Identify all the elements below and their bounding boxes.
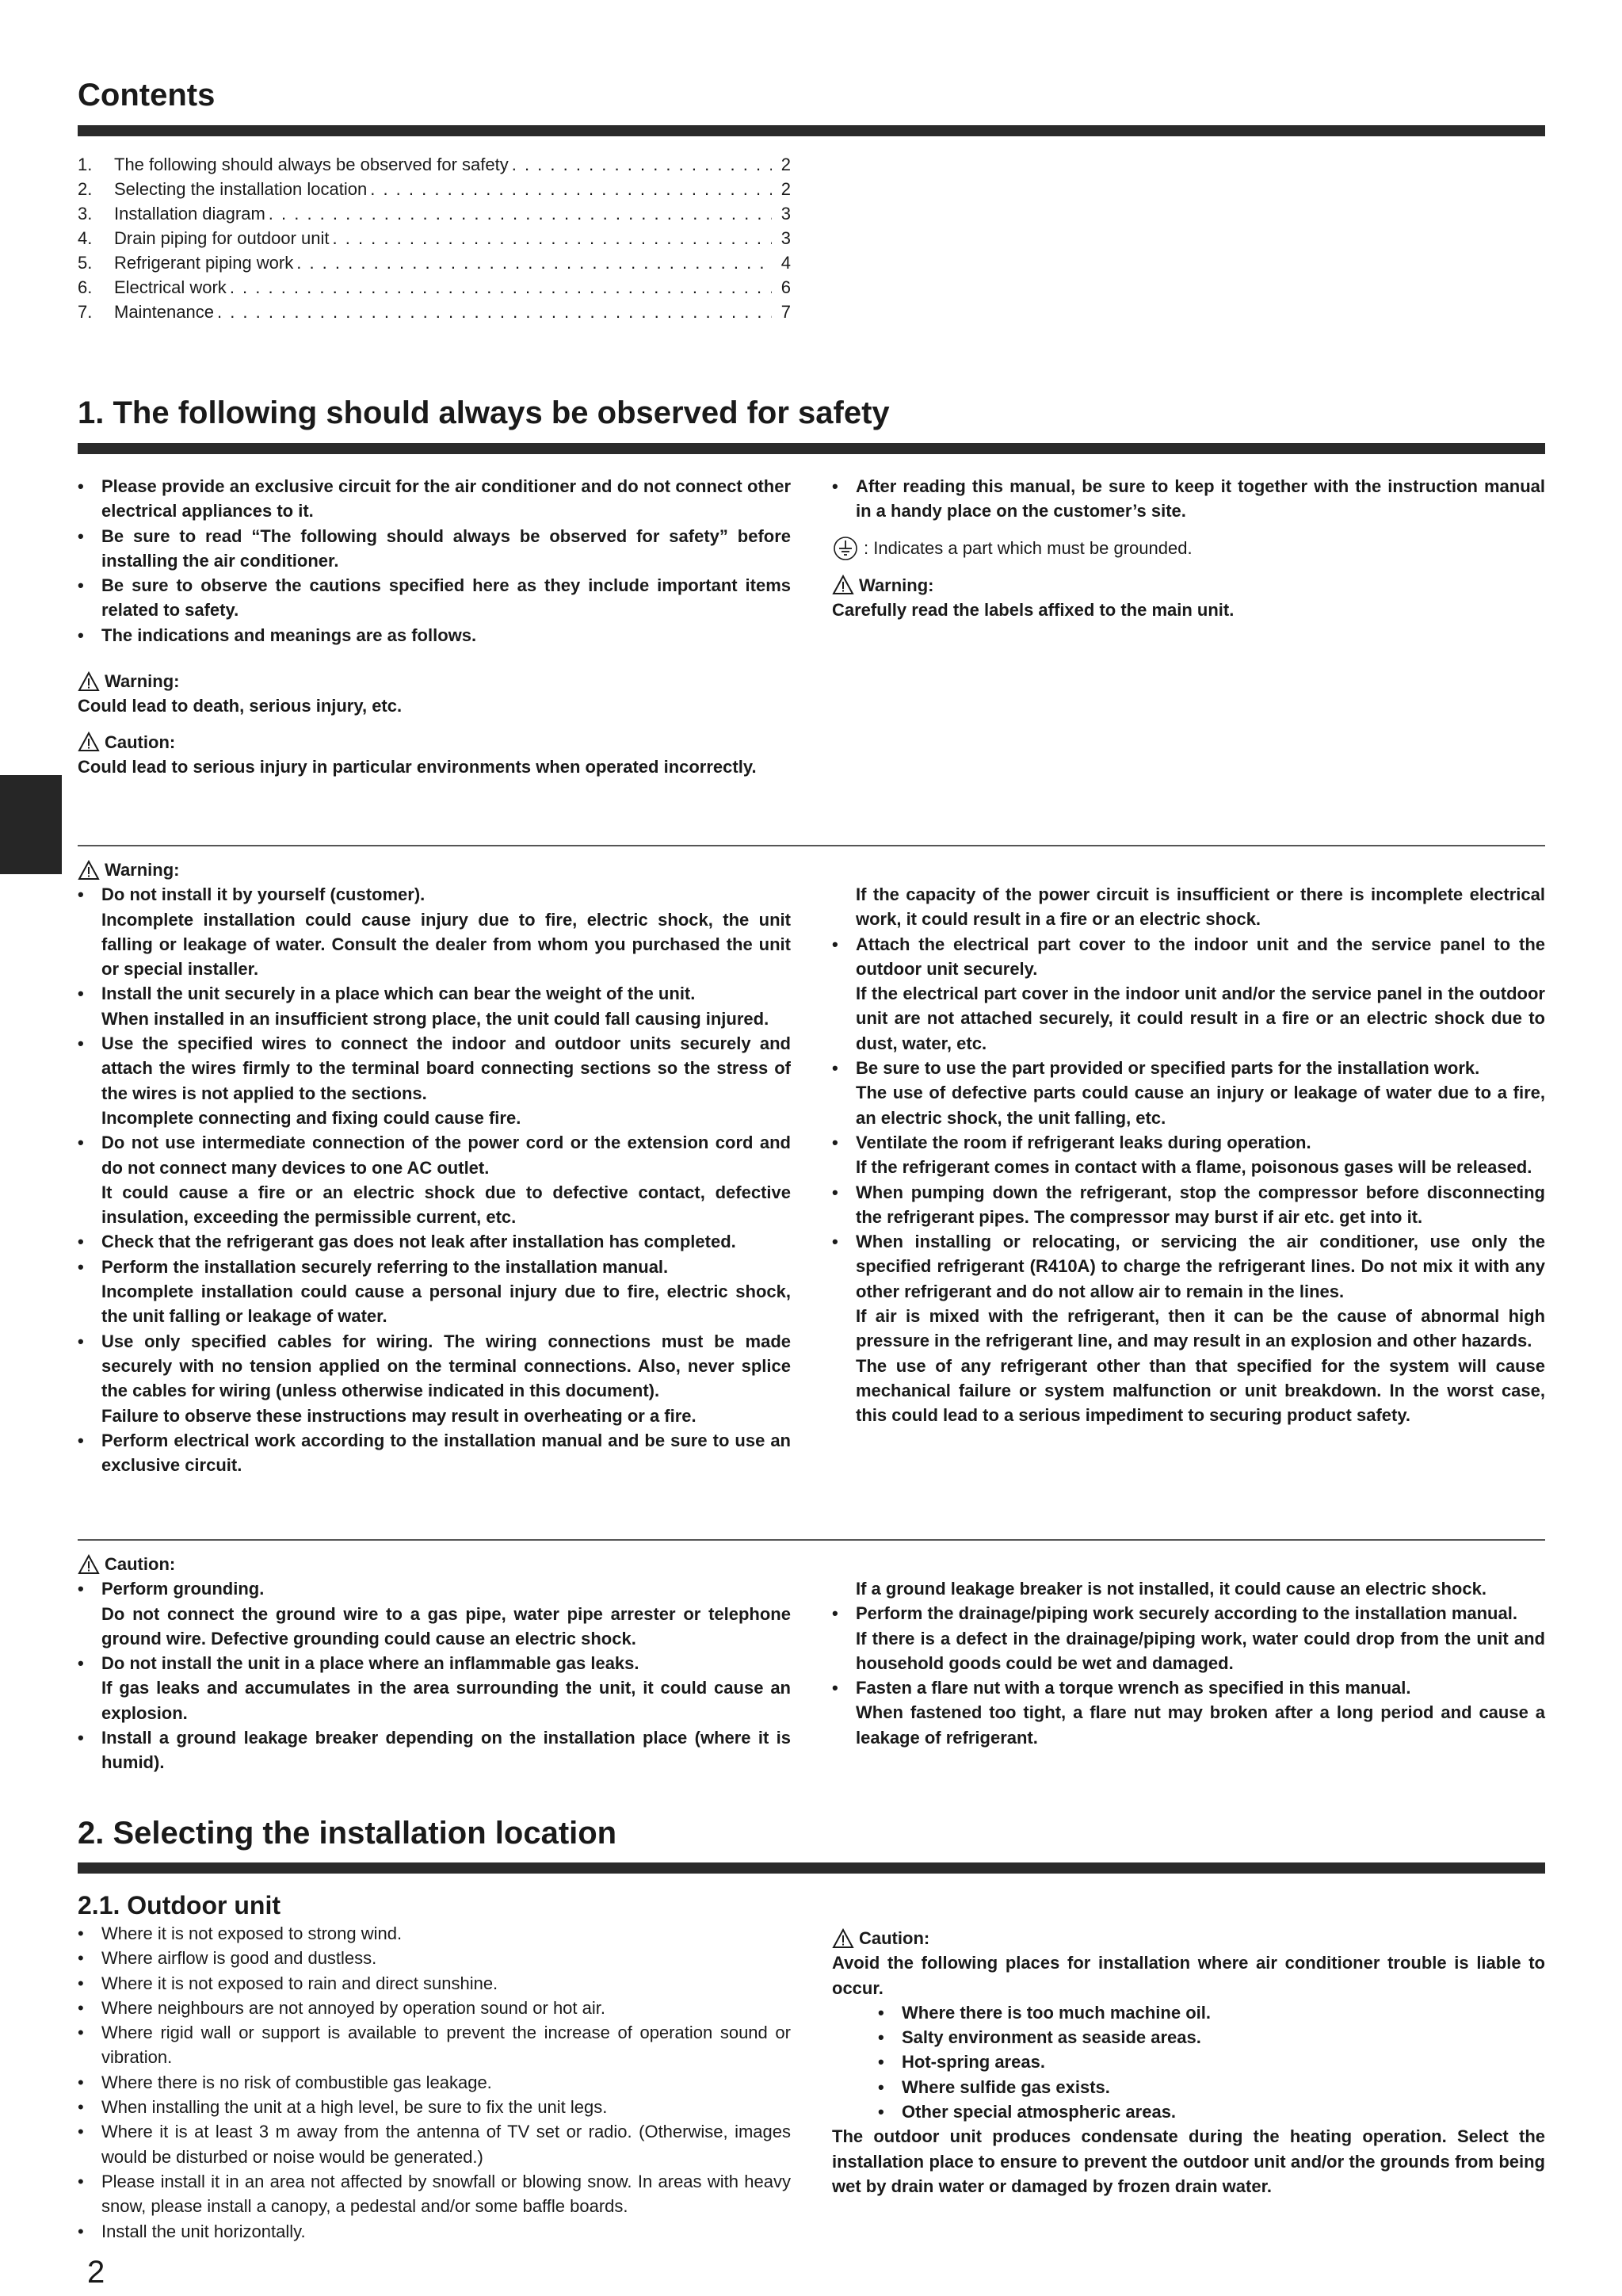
language-tab-marker [0,775,62,874]
toc-item-title: Drain piping for outdoor unit [114,228,330,248]
warning-item-detail: It could cause a fire or an electric shock due to defective contact, defective insulation, exceeding the permissible current, etc. [101,1182,791,1228]
outdoor-location-item: • When installing the unit at a high level, be sure to fix the unit legs. [78,2095,791,2119]
heading-rule [78,125,1545,136]
warning-item: • Perform electrical work according to the installation manual and be sure to use an exclusive circuit. [78,1428,791,1478]
caution-item: • Perform grounding. [78,1576,791,1601]
avoid-place-item: • Where there is too much machine oil. [878,2000,1545,2025]
toc-item [78,201,791,226]
toc-leader-dots [370,177,772,201]
toc-item-page: 2 [780,155,791,174]
toc-leader-dots [269,201,772,226]
warning-item-detail: If air is mixed with the refrigerant, then it can be the cause of abnormal high pressure in the refrigerant line, and may result in an explosion and other hazards. [856,1306,1545,1351]
outdoor-caution [832,1926,1545,2199]
toc-leader-dots [333,226,773,250]
toc-item-number: 2. [78,179,93,199]
warning-triangle-icon [78,860,100,881]
caution-item: • Perform the drainage/piping work securely according to the installation manual. [832,1601,1545,1626]
toc-item-page: 6 [780,277,791,297]
avoid-place-item: • Where sulfide gas exists. [878,2075,1545,2099]
outdoor-location-item: • Install the unit horizontally. [78,2219,791,2244]
warning-item-detail: Incomplete installation could cause a personal injury due to fire, electric shock, the unit falling or leakage of water. [101,1282,791,1327]
outdoor-unit-list [78,1921,791,2244]
caution-item-detail: When fastened too tight, a flare nut may broken after a long period and cause a leakage of refrigerant. [856,1702,1545,1748]
warning-item: • When pumping down the refrigerant, stop the compressor before disconnecting the refrigerant pipes. The compressor may burst if air etc. get into it. [832,1180,1545,1230]
warning-item: • Attach the electrical part cover to the indoor unit and the service panel to the outdoor unit securely. [832,932,1545,982]
caution-label: Caution: [105,732,176,752]
warning-item-detail: The use of any refrigerant other than that specified for the system will cause mechanical failure or system malfunction or unit breakdown. In the worst case, this could lead to a serious impediment to securing product safety. [856,1355,1545,1426]
toc-item-title: Refrigerant piping work [114,253,294,273]
safety-intro-right [832,474,1545,622]
warning-item: • Be sure to use the part provided or specified parts for the installation work. [832,1056,1545,1080]
warning-item-detail: Incomplete installation could cause injury due to fire, electric shock, the unit falling or leakage of water. Consult the dealer from whom you purchased the unit or special installer. [101,909,791,980]
ground-legend-text: : Indicates a part which must be grounded. [864,537,1193,558]
warning-item: • Perform the installation securely referring to the installation manual. [78,1255,791,1279]
toc-item-title: Installation diagram [114,204,265,223]
outdoor-location-item: • Where it is not exposed to strong wind. [78,1921,791,1946]
toc-item-title: Electrical work [114,277,227,297]
page-number: 2 [87,2255,105,2290]
warning-item-detail: If the refrigerant comes in contact with a flame, poisonous gases will be released. [856,1157,1532,1178]
toc-item-number: 5. [78,253,93,273]
warning-label: Warning: [105,860,180,880]
safety-intro-left [78,474,791,779]
section2-heading: 2. Selecting the installation location [78,1816,617,1851]
warning-item: • Ventilate the room if refrigerant leaks during operation. [832,1130,1545,1155]
warnings-right-continued: If the capacity of the power circuit is insufficient or there is incomplete electrical work, it could result in a fire or an electric shock. [856,884,1545,930]
toc-item-page: 3 [780,204,791,223]
outdoor-location-item: • Please install it in an area not affected by snowfall or blowing snow. In areas with heavy snow, please install a canopy, a pedestal and/or some baffle boards. [78,2169,791,2219]
toc-leader-dots [296,250,772,275]
warning-label: Warning: [105,671,180,692]
table-of-contents [78,152,791,324]
avoid-place-item: • Other special atmospheric areas. [878,2099,1545,2124]
toc-item-page: 7 [780,302,791,322]
outdoor-caution-intro: Avoid the following places for installation where air conditioner trouble is liable to occur. [832,1953,1545,1998]
warnings-right [832,882,1545,1428]
warning-triangle-icon [78,671,100,692]
warning-legend [78,669,791,693]
section-divider [78,1539,1545,1541]
caution-item-detail: If there is a defect in the drainage/piping work, water could drop from the unit and household goods could be wet and damaged. [856,1628,1545,1673]
warning-item: • Use the specified wires to connect the indoor and outdoor units securely and attach the wires firmly to the terminal board connecting sections so the stress of the wires is not applied to the sections. [78,1031,791,1106]
outdoor-location-item: • Where neighbours are not annoyed by operation sound or hot air. [78,1996,791,2020]
caution-item: • Fasten a flare nut with a torque wrench as specified in this manual. [832,1675,1545,1700]
toc-item-number: 1. [78,155,93,174]
section1-heading: 1. The following should always be observed for safety [78,395,890,430]
warning-item: • Do not use intermediate connection of the power cord or the extension cord and do not connect many devices to one AC outlet. [78,1130,791,1180]
warning-item: • When installing or relocating, or servicing the air conditioner, use only the specified refrigerant (R410A) to charge the refrigerant lines. Do not mix it with any other refrigerant and do not allow air to remain in the lines. [832,1229,1545,1304]
warning-item: • Install the unit securely in a place which can bear the weight of the unit. [78,981,791,1006]
right-warning-header [832,573,1545,598]
warning-label: Warning: [859,575,934,595]
warning-item-detail: Failure to observe these instructions may result in overheating or a fire. [101,1405,697,1426]
outdoor-location-item: • Where rigid wall or support is available to prevent the increase of operation sound or vibration. [78,2020,791,2070]
toc-item-title: Selecting the installation location [114,179,368,199]
toc-item [78,177,791,201]
warnings-header [78,858,791,882]
ground-symbol-icon [832,535,859,562]
warnings-left [78,858,791,1477]
contents-heading: Contents [78,78,216,113]
ground-legend [832,535,1545,562]
toc-item [78,226,791,250]
outdoor-unit-heading: 2.1. Outdoor unit [78,1891,281,1920]
safety-intro-item: • Be sure to observe the cautions specified here as they include important items related to safety. [78,573,791,623]
toc-item-page: 2 [780,179,791,199]
toc-item-title: The following should always be observed for safety [114,155,509,174]
outdoor-location-item: • Where it is at least 3 m away from the antenna of TV set or radio. (Otherwise, images would be disturbed or noise would be generated.) [78,2119,791,2169]
caution-legend [78,730,791,755]
caution-item-detail: If gas leaks and accumulates in the area surrounding the unit, it could cause an explosion. [101,1678,791,1723]
outdoor-location-item: • Where airflow is good and dustless. [78,1946,791,1970]
toc-item-page: 3 [780,228,791,248]
toc-item-number: 7. [78,302,93,322]
avoid-place-item: • Hot-spring areas. [878,2050,1545,2074]
toc-item-number: 3. [78,204,93,223]
heading-rule [78,1862,1545,1874]
caution-label: Caution: [859,1928,930,1948]
caution-triangle-icon [78,732,100,752]
safety-intro-item: • After reading this manual, be sure to keep it together with the instruction manual in a handy place on the customer’s site. [832,474,1545,524]
warning-item: • Check that the refrigerant gas does not leak after installation has completed. [78,1229,791,1254]
section-divider [78,845,1545,846]
warning-item-detail: The use of defective parts could cause an injury or leakage of water due to a fire, an electric shock, the unit falling, etc. [856,1083,1545,1128]
warning-item-detail: Incomplete connecting and fixing could cause fire. [101,1107,521,1128]
caution-meaning: Could lead to serious injury in particular environments when operated incorrectly. [78,756,757,777]
warning-item: • Do not install it by yourself (customer). [78,882,791,907]
warning-item-detail: When installed in an insufficient strong place, the unit could fall causing injured. [101,1008,769,1029]
toc-item-number: 6. [78,277,93,297]
warning-item-detail: If the electrical part cover in the indoor unit and/or the service panel in the outdoor unit are not attached securely, it could result in a fire or an electric shock due to dust, water, etc. [856,984,1545,1053]
outdoor-location-item: • Where it is not exposed to rain and direct sunshine. [78,1971,791,1996]
toc-item [78,152,791,177]
toc-item [78,300,791,324]
toc-item [78,275,791,300]
warning-triangle-icon [832,575,854,595]
toc-item-page: 4 [780,253,791,273]
outdoor-caution-header [832,1926,1545,1950]
cautions-right-continued: If a ground leakage breaker is not installed, it could cause an electric shock. [856,1579,1487,1599]
right-warning-text: Carefully read the labels affixed to the main unit. [832,599,1235,620]
caution-label: Caution: [105,1554,176,1574]
warning-meaning: Could lead to death, serious injury, etc. [78,696,403,716]
toc-leader-dots [512,152,772,177]
caution-triangle-icon [832,1928,854,1949]
safety-intro-item: • Be sure to read “The following should always be observed for safety” before installing the air conditioner. [78,524,791,574]
outdoor-caution-outro: The outdoor unit produces condensate during the heating operation. Select the installation place to ensure to prevent the outdoor unit and/or the grounds from being wet by drain water or damaged by frozen drain water. [832,2126,1545,2196]
caution-item: • Do not install the unit in a place where an inflammable gas leaks. [78,1651,791,1675]
toc-item-title: Maintenance [114,302,214,322]
caution-item-detail: Do not connect the ground wire to a gas pipe, water pipe arrester or telephone ground wire. Defective grounding could cause an electric shock. [101,1603,791,1648]
cautions-header [78,1552,791,1576]
heading-rule [78,443,1545,454]
toc-leader-dots [230,275,772,300]
cautions-right [832,1576,1545,1750]
toc-item [78,250,791,275]
toc-item-number: 4. [78,228,93,248]
caution-item: • Install a ground leakage breaker depending on the installation place (where it is humid). [78,1725,791,1775]
avoid-place-item: • Salty environment as seaside areas. [878,2025,1545,2050]
safety-intro-item: • Please provide an exclusive circuit for the air conditioner and do not connect other electrical appliances to it. [78,474,791,524]
toc-leader-dots [217,300,772,324]
outdoor-location-item: • Where there is no risk of combustible gas leakage. [78,2070,791,2095]
caution-triangle-icon [78,1554,100,1575]
warning-item: • Use only specified cables for wiring. The wiring connections must be made securely with no tension applied on the terminal connections. Also, never splice the cables for wiring (unless otherwise indicated in this document). [78,1329,791,1404]
safety-intro-item: • The indications and meanings are as follows. [78,623,791,648]
cautions-left [78,1552,791,1775]
